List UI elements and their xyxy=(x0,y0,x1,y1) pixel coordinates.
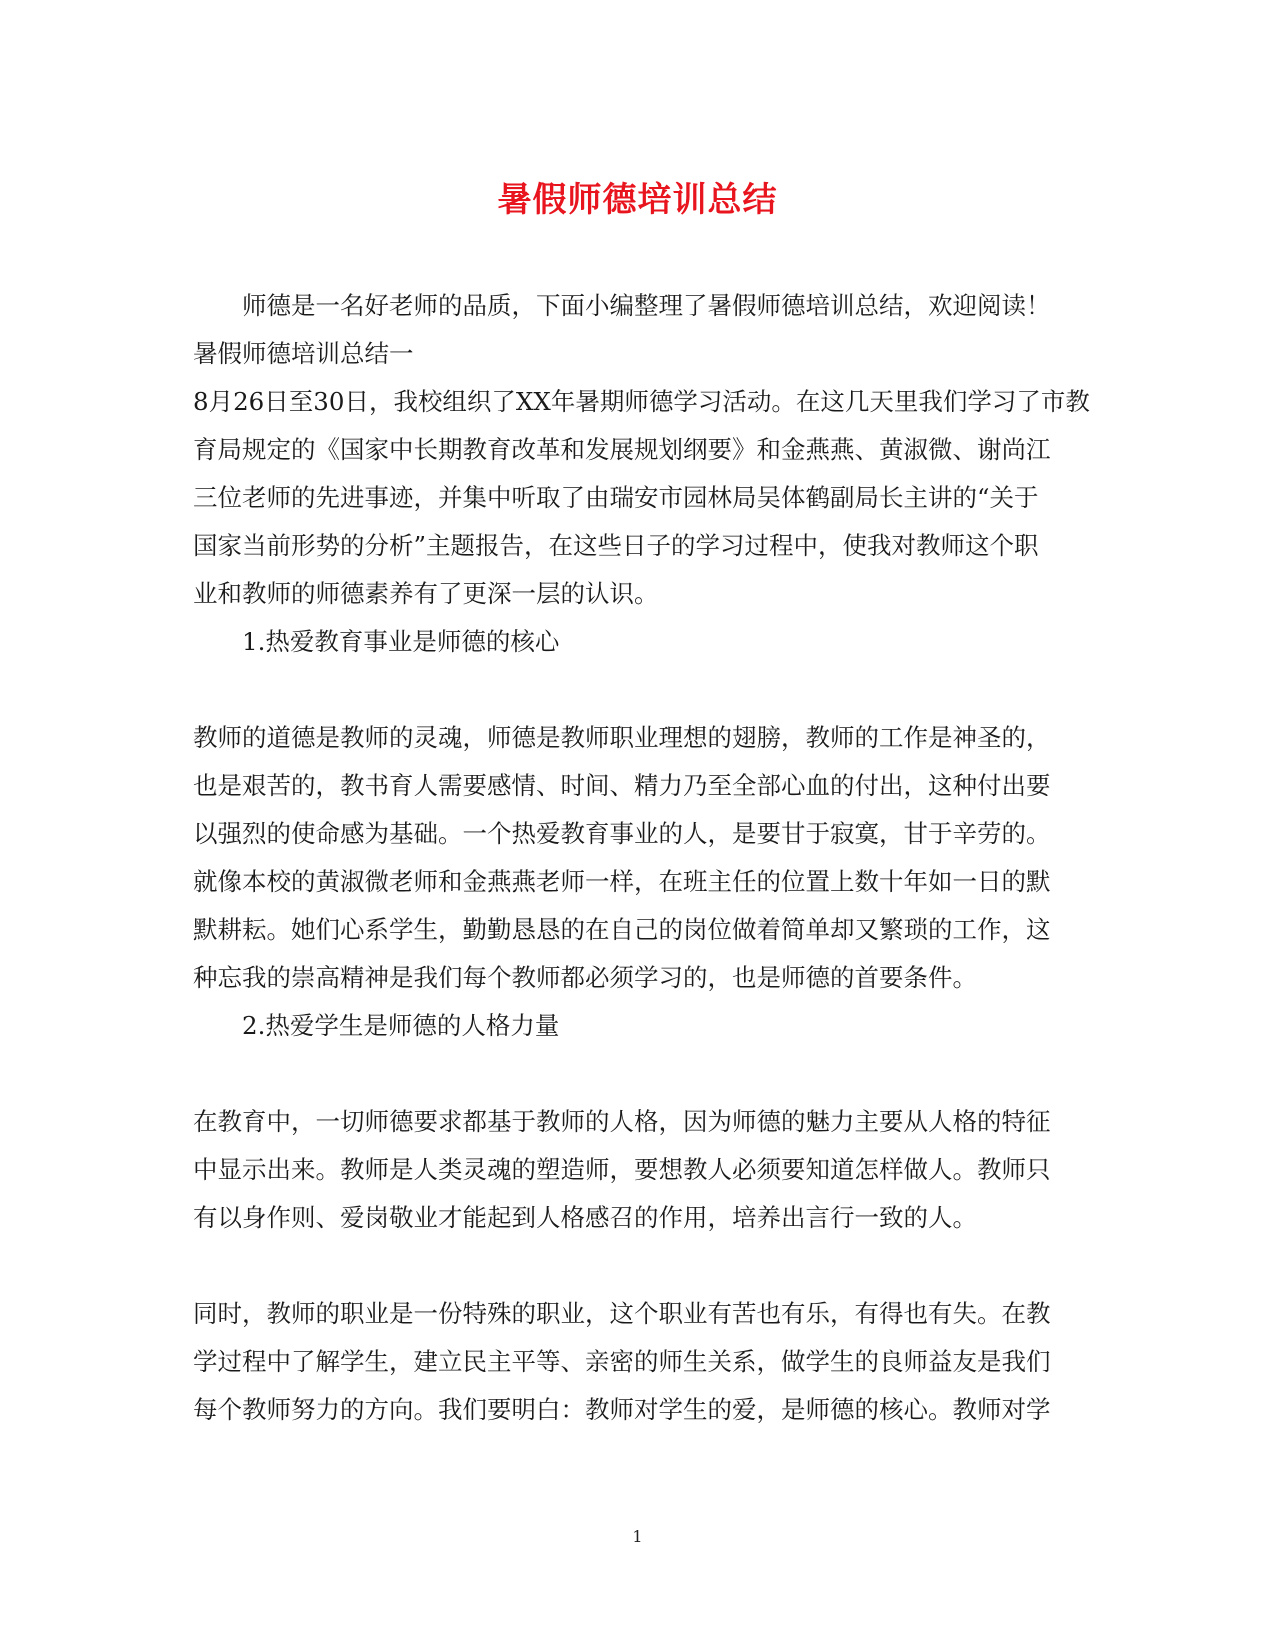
paragraph-line: 三位老师的先进事迹，并集中听取了由瑞安市园林局吴体鹤副局长主讲的“关于 xyxy=(193,483,1039,512)
page-number: 1 xyxy=(632,1527,643,1546)
paragraph-line: 有以身作则、爱岗敬业才能起到人格感召的作用，培养出言行一致的人。 xyxy=(193,1203,977,1232)
paragraph-line: 国家当前形势的分析”主题报告，在这些日子的学习过程中，使我对教师这个职 xyxy=(193,531,1039,560)
subheading-1: 1.热爱教育事业是师德的核心 xyxy=(242,627,560,656)
document-body xyxy=(193,282,1093,1434)
document-title: 暑假师德培训总结 xyxy=(497,180,778,220)
paragraph-line: 育局规定的《国家中长期教育改革和发展规划纲要》和金燕燕、黄淑微、谢尚江 xyxy=(193,435,1051,464)
paragraph-line: 也是艰苦的，教书育人需要感情、时间、精力乃至全部心血的付出，这种付出要 xyxy=(193,771,1051,800)
paragraph-line: 业和教师的师德素养有了更深一层的认识。 xyxy=(193,579,659,608)
paragraph-line: 在教育中，一切师德要求都基于教师的人格，因为师德的魅力主要从人格的特征 xyxy=(193,1107,1051,1136)
paragraph-line: 学过程中了解学生，建立民主平等、亲密的师生关系，做学生的良师益友是我们 xyxy=(193,1347,1051,1376)
paragraph-line: 就像本校的黄淑微老师和金燕燕老师一样，在班主任的位置上数十年如一日的默 xyxy=(193,867,1051,896)
paragraph-line: 每个教师努力的方向。我们要明白：教师对学生的爱，是师德的核心。教师对学 xyxy=(193,1395,1051,1424)
paragraph-line: 中显示出来。教师是人类灵魂的塑造师，要想教人必须要知道怎样做人。教师只 xyxy=(193,1155,1051,1184)
paragraph-line: 同时，教师的职业是一份特殊的职业，这个职业有苦也有乐，有得也有失。在教 xyxy=(193,1299,1051,1328)
paragraph-line: 种忘我的崇高精神是我们每个教师都必须学习的，也是师德的首要条件。 xyxy=(193,963,977,992)
blank-line xyxy=(193,1050,1093,1098)
subheading-2: 2.热爱学生是师德的人格力量 xyxy=(242,1011,560,1040)
blank-line xyxy=(193,1242,1093,1290)
paragraph-line: 教师的道德是教师的灵魂，师德是教师职业理想的翅膀，教师的工作是神圣的， xyxy=(193,723,1051,752)
intro-line: 师德是一名好老师的品质，下面小编整理了暑假师德培训总结，欢迎阅读！ xyxy=(242,291,1051,320)
paragraph-line: 默耕耘。她们心系学生，勤勤恳恳的在自己的岗位做着简单却又繁琐的工作，这 xyxy=(193,915,1051,944)
blank-line xyxy=(193,666,1093,714)
section-heading: 暑假师德培训总结一 xyxy=(193,339,414,368)
paragraph-line: 8月26日至30日，我校组织了XX年暑期师德学习活动。在这几天里我们学习了市教 xyxy=(193,387,1090,416)
paragraph-line: 以强烈的使命感为基础。一个热爱教育事业的人，是要甘于寂寞，甘于辛劳的。 xyxy=(193,819,1051,848)
